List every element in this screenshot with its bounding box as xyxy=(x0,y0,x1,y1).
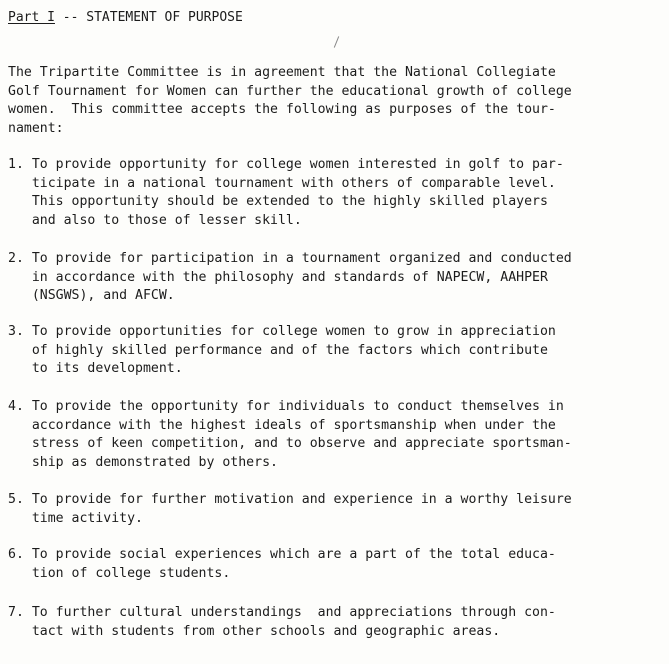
pen-mark xyxy=(334,36,339,48)
purpose-item-4: 4. To provide the opportunity for individuals to conduct themselves in accordance with the highest ideals of sportsmanship when under the stress of keen competition, and to observe and appreciate sportsman- ship as demonstrated by others. xyxy=(8,399,572,470)
purpose-item-3: 3. To provide opportunities for college women to grow in appreciation of highly skilled performance and of the factors which contribute to its development. xyxy=(8,324,556,377)
purpose-item-1: 1. To provide opportunity for college women interested in golf to par- ticipate in a national tournament with others of comparable level. This opportunity should be extended to the highly skilled players and also to those of lesser skill. xyxy=(8,157,564,228)
section-title: -- STATEMENT OF PURPOSE xyxy=(54,10,243,25)
purpose-item-2: 2. To provide for participation in a tournament organized and conducted in accordance with the philosophy and standards of NAPECW, AAHPER (NSGWS), and AFCW. xyxy=(8,251,572,304)
purpose-item-6: 6. To provide social experiences which are a part of the total educa- tion of college students. xyxy=(8,547,556,581)
purpose-item-7: 7. To further cultural understandings and appreciations through con- tact with students from other schools and geographic areas. xyxy=(8,605,556,639)
purpose-item-5: 5. To provide for further motivation and experience in a worthy leisure time activity. xyxy=(8,492,572,526)
part-label: Part I xyxy=(8,10,55,25)
intro-paragraph: The Tripartite Committee is in agreement that the National Collegiate Golf Tournament for Women can further the educational growth of college women. This committee accepts the following as purposes of the tour- nament: xyxy=(8,65,572,136)
section-heading xyxy=(8,9,661,27)
